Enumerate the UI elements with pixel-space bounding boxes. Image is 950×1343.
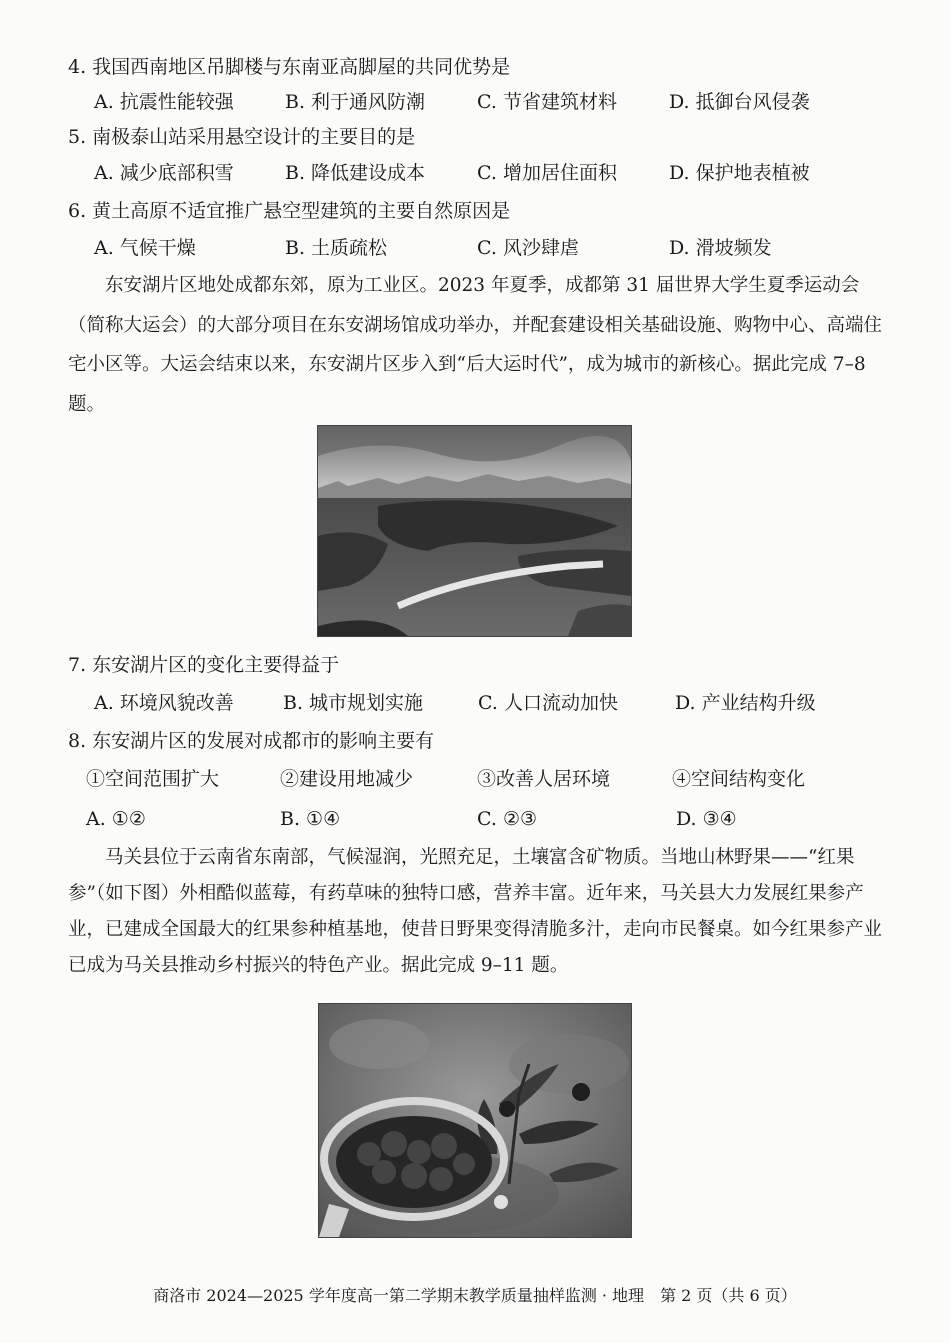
question-5-stem: 5. 南极泰山站采用悬空设计的主要目的是 — [68, 126, 416, 148]
q5-option-b: B. 降低建设成本 — [285, 162, 426, 184]
q8-statement-3: ③改善人居环境 — [477, 768, 611, 790]
q6-option-b: B. 土质疏松 — [285, 237, 388, 259]
q8-statement-1: ①空间范围扩大 — [86, 768, 220, 790]
q5-option-c: C. 增加居住面积 — [477, 162, 617, 184]
q4-option-a: A. 抗震性能较强 — [94, 91, 234, 113]
question-8-stem: 8. 东安湖片区的发展对成都市的影响主要有 — [68, 730, 435, 752]
q8-option-d: D. ③④ — [676, 808, 737, 830]
fruit-basket-image — [319, 1004, 631, 1237]
hongguoshen-photo — [318, 1003, 632, 1238]
q4-option-b: B. 利于通风防潮 — [285, 91, 426, 113]
q4-option-d: D. 抵御台风侵袭 — [669, 91, 810, 113]
q7-option-b: B. 城市规划实施 — [283, 692, 424, 714]
q8-option-c: C. ②③ — [477, 808, 538, 830]
q5-option-a: A. 减少底部积雪 — [94, 162, 234, 184]
q7-option-d: D. 产业结构升级 — [675, 692, 816, 714]
passage-dongan-lake: 东安湖片区地处成都东郊，原为工业区。2023 年夏季，成都第 31 届世界大学生夏季运动会（简称大运会）的大部分项目在东安湖场馆成功举办，并配套建设相关基础设施、购物中心、高端住宅小区等。大运会结束以来，东安湖片区步入到“后大运时代”，成为城市的新核心。据此完成 7–8 题。 — [68, 275, 883, 415]
q8-statement-2: ②建设用地减少 — [280, 768, 414, 790]
page-footer: 商洛市 2024—2025 学年度高一第二学期末教学质量抽样监测 · 地理 第 2 页（共 6 页） — [153, 1286, 797, 1305]
question-6-stem: 6. 黄土高原不适宜推广悬空型建筑的主要自然原因是 — [68, 200, 511, 222]
q5-option-d: D. 保护地表植被 — [669, 162, 810, 184]
dongan-lake-photo — [317, 425, 632, 637]
q7-option-c: C. 人口流动加快 — [478, 692, 618, 714]
lake-aerial-image — [318, 426, 631, 636]
q7-option-a: A. 环境风貌改善 — [94, 692, 234, 714]
question-4-stem: 4. 我国西南地区吊脚楼与东南亚高脚屋的共同优势是 — [68, 56, 511, 78]
passage-maguan-county: 马关县位于云南省东南部，气候湿润，光照充足，土壤富含矿物质。当地山林野果——“红果参”（如下图）外相酷似蓝莓，有药草味的独特口感，营养丰富。近年来，马关县大力发展红果参产业，已建成全国最大的红果参种植基地，使昔日野果变得清脆多汁，走向市民餐桌。如今红果参产业已成为马关县推动乡村振兴的特色产业。据此完成 9–11 题。 — [68, 847, 883, 976]
q4-option-c: C. 节省建筑材料 — [477, 91, 617, 113]
question-7-stem: 7. 东安湖片区的变化主要得益于 — [68, 654, 340, 676]
q8-option-a: A. ①② — [86, 808, 146, 830]
q8-option-b: B. ①④ — [280, 808, 341, 830]
q8-statement-4: ④空间结构变化 — [672, 768, 806, 790]
q6-option-d: D. 滑坡频发 — [669, 237, 772, 259]
q6-option-a: A. 气候干燥 — [94, 237, 196, 259]
q6-option-c: C. 风沙肆虐 — [477, 237, 579, 259]
